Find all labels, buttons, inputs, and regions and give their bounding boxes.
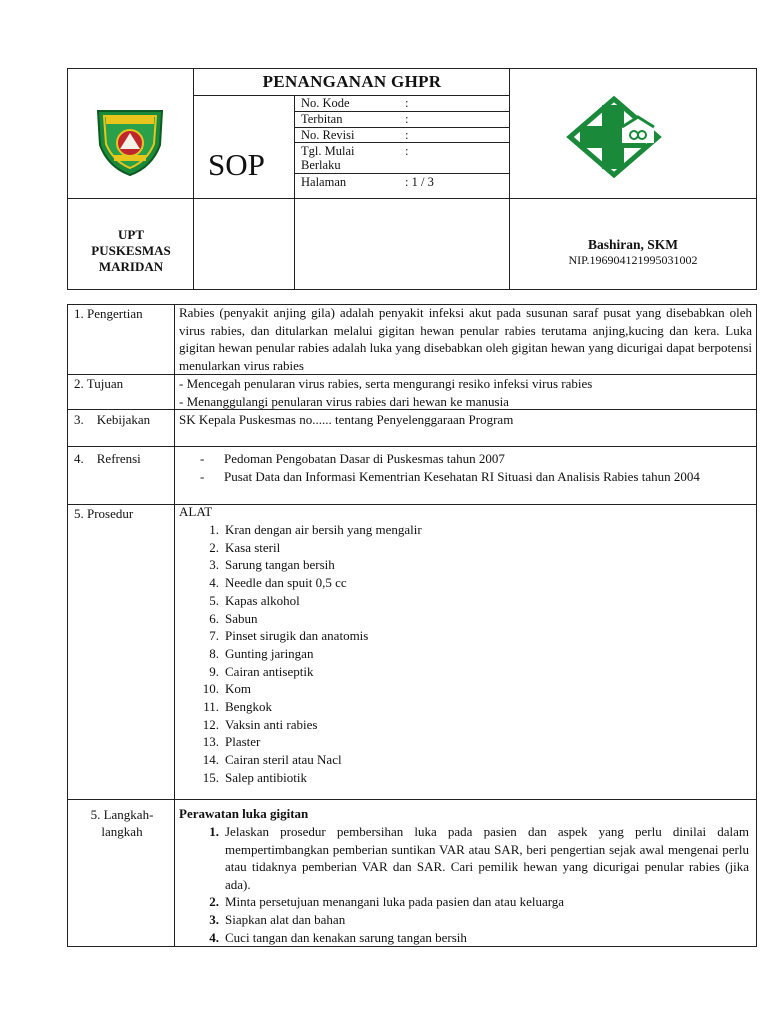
meta-value-halaman: : 1 / 3: [405, 175, 434, 189]
alat-item-text: Plaster: [225, 734, 261, 750]
alat-item-number: 9.: [209, 663, 219, 679]
alat-item-text: Kapas alkohol: [225, 592, 300, 608]
org-line: MARIDAN: [98, 259, 164, 274]
meta-label-tgl-mulai: Tgl. Mulai: [301, 144, 355, 158]
alat-item-number: 12.: [202, 716, 219, 732]
alat-item-number: 8.: [209, 645, 219, 661]
alat-item-text: Gunting jaringan: [225, 645, 314, 661]
alat-item-text: Kran dengan air bersih yang mengalir: [225, 522, 422, 537]
alat-item-text: Sarung tangan bersih: [225, 557, 335, 573]
refrensi-text: Pedoman Pengobatan Dasar di Puskesmas tahun 2007: [224, 451, 505, 466]
meta-value-terbitan: :: [405, 112, 409, 126]
alat-item-text: Cairan steril atau Nacl: [225, 752, 342, 768]
alat-item-text: Cairan antiseptik: [225, 663, 314, 679]
alat-item: [199, 627, 739, 645]
meta-label-no-revisi: No. Revisi: [301, 128, 355, 142]
label-pengertian: 1. Pengertian: [74, 306, 143, 321]
prosedur-heading: ALAT: [179, 504, 213, 519]
content-divider: [68, 504, 756, 505]
signer-name: Bashiran, SKM: [587, 237, 679, 252]
alat-item-number: 10.: [202, 681, 219, 697]
alat-item-number: 6.: [209, 610, 219, 626]
organization-name: [72, 227, 190, 275]
meta-value-no-kode: :: [405, 96, 409, 110]
alat-item-number: 1.: [209, 522, 219, 537]
alat-item-text: Pinset sirugik dan anatomis: [225, 628, 369, 644]
header-divider: [294, 173, 509, 174]
langkah-item-number: 3.: [209, 911, 219, 927]
langkah-item-text: Cuci tangan dan kenakan sarung tangan bersih: [225, 929, 467, 945]
alat-item-number: 15.: [202, 769, 219, 785]
langkah-item-text: Minta persetujuan menangani luka pada pasien dan atau keluarga: [225, 894, 565, 910]
header-divider: [294, 142, 509, 143]
org-line: UPT: [118, 227, 144, 242]
alat-item-number: 5.: [209, 592, 219, 608]
alat-item-number: 4.: [209, 575, 219, 591]
district-crest-logo: [92, 105, 168, 179]
label-langkah: [74, 806, 170, 840]
alat-item: [199, 698, 739, 716]
alat-item-text: Bengkok: [225, 699, 272, 715]
label-prosedur: 5. Prosedur: [74, 506, 134, 521]
meta-value-no-revisi: :: [405, 128, 409, 142]
sop-header-table: [67, 68, 757, 290]
header-divider: [294, 95, 295, 290]
alat-list: [199, 521, 739, 787]
refrensi-text: Pusat Data dan Informasi Kementrian Kesehatan RI Situasi dan Analisis Rabies tahun 2004: [224, 468, 700, 484]
alat-item-number: 2.: [209, 539, 219, 555]
langkah-item: [199, 929, 749, 947]
alat-item-number: 11.: [203, 699, 219, 715]
label-kebijakan: 3. Kebijakan: [74, 412, 151, 427]
alat-item: [199, 645, 739, 663]
langkah-item-number: 1.: [209, 824, 219, 839]
alat-item-number: 3.: [209, 557, 219, 573]
meta-value-tgl-mulai: :: [405, 144, 409, 158]
alat-item: [199, 769, 739, 787]
content-divider: [68, 799, 756, 800]
langkah-item: [199, 911, 749, 929]
alat-item: [199, 556, 739, 574]
list-item: - Pusat Data dan Informasi Kementrian Kesehatan RI Situasi dan Analisis Rabies tahun 2004: [200, 468, 700, 484]
alat-item: [199, 610, 739, 628]
label-refrensi: 4. Refrensi: [74, 451, 141, 466]
alat-item-text: Vaksin anti rabies: [225, 716, 318, 732]
alat-item: [199, 663, 739, 681]
header-divider: [193, 69, 194, 290]
refrensi-list: [200, 450, 720, 485]
langkah-item-number: 4.: [209, 929, 219, 945]
alat-item-text: Sabun: [225, 610, 258, 626]
alat-item-text: Needle dan spuit 0,5 cc: [225, 575, 347, 591]
label-langkah-line: 5. Langkah-: [90, 807, 154, 822]
langkah-item: [199, 823, 749, 893]
sop-content-table: [67, 304, 757, 947]
signer-nip: NIP.196904121995031002: [568, 253, 698, 267]
tujuan-line: - Mencegah penularan virus rabies, serta mengurangi resiko infeksi virus rabies: [179, 376, 593, 391]
alat-item: [199, 521, 739, 539]
langkah-heading: Perawatan luka gigitan: [179, 806, 309, 821]
alat-item-number: 7.: [209, 628, 219, 644]
list-item: - Pedoman Pengobatan Dasar di Puskesmas tahun 2007: [200, 451, 505, 466]
alat-item: [199, 539, 739, 557]
alat-item: [199, 680, 739, 698]
meta-label-berlaku: Berlaku: [301, 158, 341, 172]
langkah-list: [199, 823, 749, 946]
alat-item: [199, 751, 739, 769]
header-divider: [193, 95, 509, 96]
meta-label-no-kode: No. Kode: [301, 96, 350, 110]
alat-item-text: Kom: [225, 681, 251, 697]
alat-item: [199, 592, 739, 610]
text-tujuan: [179, 375, 752, 410]
alat-item-number: 13.: [202, 734, 219, 750]
langkah-item: [199, 893, 749, 911]
langkah-item-text: Jelaskan prosedur pembersihan luka pada pasien dan aspek yang perlu dinilai dalam mempertimbangkan pemberian suntikan VAR atau SAR, beri pengertian sejak awal mengenai perlu atau tidaknya pemberian VAR dan SAR. Cari pemilik hewan yang dicurigai penular rabies (jika ada).: [225, 824, 749, 892]
alat-item-number: 14.: [202, 752, 219, 768]
content-divider: [68, 446, 756, 447]
label-tujuan: 2. Tujuan: [74, 376, 124, 391]
alat-item-text: Kasa steril: [225, 539, 281, 555]
alat-item-text: Salep antibiotik: [225, 769, 307, 785]
meta-label-terbitan: Terbitan: [301, 112, 343, 126]
text-pengertian: Rabies (penyakit anjing gila) adalah penyakit infeksi akut pada susunan saraf pusat yang disebabkan oleh virus rabies, dan ditularkan melalui gigitan hewan penular rabies terutama anjing,kucing dan kera. Luka gigitan hewan penular rabies adalah luka yang disebabkan oleh gigitan hewan yang dicurigai dapat berpotensi menularkan virus rabies: [179, 305, 752, 373]
alat-item: [199, 716, 739, 734]
langkah-item-number: 2.: [209, 894, 219, 910]
puskesmas-logo: [566, 95, 662, 179]
header-divider: [68, 198, 756, 199]
alat-item: [199, 733, 739, 751]
tujuan-line: - Menanggulangi penularan virus rabies dari hewan ke manusia: [179, 393, 509, 409]
alat-item: [199, 574, 739, 592]
content-divider: [174, 305, 175, 946]
sop-label: SOP: [208, 147, 265, 182]
org-line: PUSKESMAS: [91, 243, 171, 258]
meta-label-halaman: Halaman: [301, 175, 347, 189]
document-title: PENANGANAN GHPR: [262, 72, 442, 91]
label-langkah-line: langkah: [101, 824, 143, 839]
text-kebijakan: SK Kepala Puskesmas no...... tentang Penyelenggaraan Program: [179, 412, 514, 427]
langkah-item-text: Siapkan alat dan bahan: [225, 911, 346, 927]
